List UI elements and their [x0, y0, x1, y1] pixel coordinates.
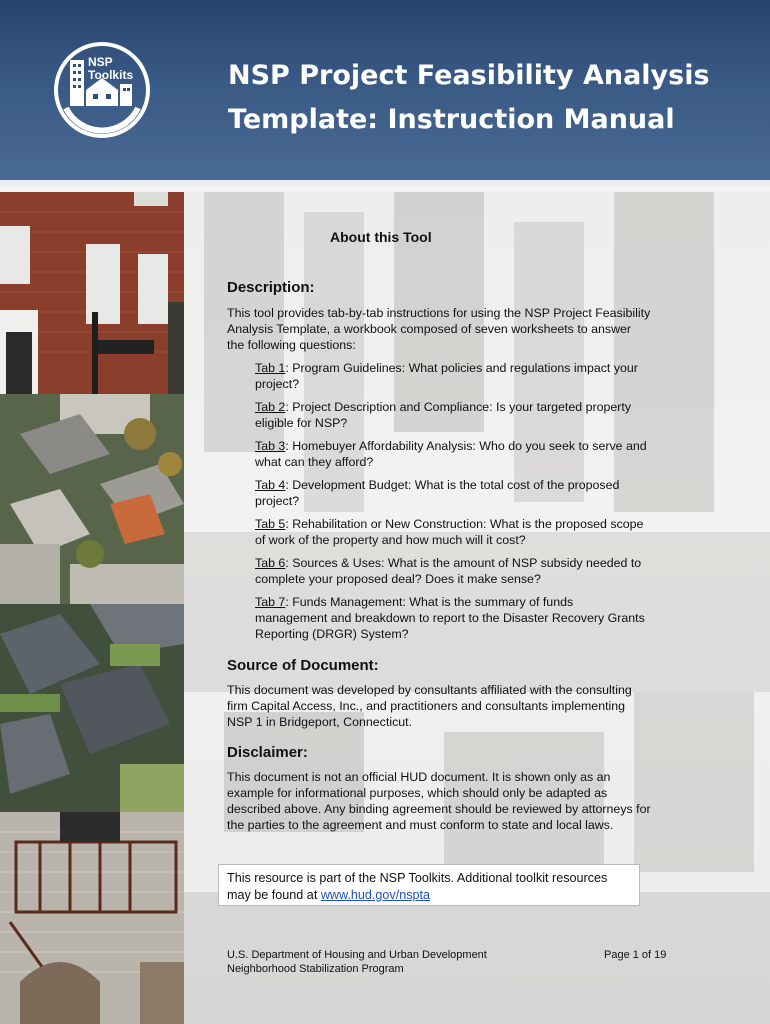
tab-text: Reporting (DRGR) System? — [255, 627, 409, 641]
photo-strip — [0, 192, 184, 1024]
tab-text: : Rehabilitation or New Construction: What is the proposed scope — [285, 517, 644, 531]
logo-text-line1: NSP — [88, 55, 113, 69]
tab-text: project? — [255, 377, 300, 391]
tab-link-1: Tab 1 — [255, 361, 286, 375]
disclaimer-line: This document is not an official HUD document. It is shown only as an — [227, 770, 611, 784]
page-title — [228, 54, 748, 142]
disclaimer-line: example for informational purposes, which should only be adapted as — [227, 786, 608, 800]
source-paragraph — [227, 682, 687, 730]
tab-link-2: Tab 2 — [255, 400, 286, 414]
tab-item-3 — [255, 438, 685, 470]
disclaimer-line: the parties to the agreement and must conform to state and local laws. — [227, 818, 614, 832]
description-intro — [227, 305, 687, 353]
source-line: This document was developed by consultants affiliated with the consulting — [227, 683, 632, 697]
tab-text: what can they afford? — [255, 455, 374, 469]
tab-item-6 — [255, 555, 685, 587]
resource-line: may be found at — [227, 888, 321, 902]
source-line: firm Capital Access, Inc., and practitioners and consultants implementing — [227, 699, 626, 713]
page-title-line2: Template: Instruction Manual — [228, 104, 675, 135]
tab-item-7 — [255, 594, 685, 642]
about-heading: About this Tool — [330, 229, 432, 245]
resource-line: This resource is part of the NSP Toolkits. Additional toolkit resources — [227, 871, 608, 885]
tab-item-5 — [255, 516, 685, 548]
aerial-neighborhood-photo — [0, 394, 184, 604]
tab-item-1 — [255, 360, 685, 392]
tab-item-2 — [255, 399, 685, 431]
description-heading: Description: — [227, 279, 315, 296]
footer-organization — [227, 948, 487, 976]
tab-text: : Funds Management: What is the summary of funds — [285, 595, 574, 609]
header-banner — [0, 0, 770, 186]
disclaimer-line: described above. Any binding agreement should be reviewed by attorneys for — [227, 802, 651, 816]
tab-text: : Program Guidelines: What policies and regulations impact your — [285, 361, 638, 375]
tab-text: project? — [255, 494, 300, 508]
aerial-houses-photo — [0, 604, 184, 812]
tab-text: eligible for NSP? — [255, 416, 348, 430]
tab-text: : Sources & Uses: What is the amount of NSP subsidy needed to — [285, 556, 642, 570]
description-intro-line: This tool provides tab-by-tab instructions for using the NSP Project Feasibility — [227, 306, 651, 320]
tab-link-4: Tab 4 — [255, 478, 286, 492]
logo-text — [88, 56, 133, 82]
tab-text: complete your proposed deal? Does it make sense? — [255, 572, 541, 586]
tab-link-3: Tab 3 — [255, 439, 286, 453]
tab-text: : Homebuyer Affordability Analysis: Who do you seek to serve and — [285, 439, 647, 453]
disclaimer-heading: Disclaimer: — [227, 744, 308, 761]
brick-building-photo — [0, 192, 184, 394]
disclaimer-paragraph — [227, 769, 687, 833]
tab-item-4 — [255, 477, 685, 509]
tab-text: management and breakdown to report to the Disaster Recovery Grants — [255, 611, 645, 625]
source-heading: Source of Document: — [227, 657, 379, 674]
tab-link-7: Tab 7 — [255, 595, 286, 609]
source-line: NSP 1 in Bridgeport, Connecticut. — [227, 715, 413, 729]
tab-text: : Project Description and Compliance: Is your targeted property — [285, 400, 632, 414]
tab-link-6: Tab 6 — [255, 556, 286, 570]
tab-text: of work of the property and how much will it cost? — [255, 533, 526, 547]
tab-link-5: Tab 5 — [255, 517, 286, 531]
footer-line: Neighborhood Stabilization Program — [227, 963, 404, 975]
description-intro-line: the following questions: — [227, 338, 356, 352]
resource-box — [218, 864, 640, 906]
page-title-line1: NSP Project Feasibility Analysis — [228, 60, 710, 91]
fire-escape-balcony-photo — [0, 812, 184, 1024]
footer-line: U.S. Department of Housing and Urban Development — [227, 949, 487, 961]
description-intro-line: Analysis Template, a workbook composed of seven worksheets to answer — [227, 322, 632, 336]
hud-nspta-link[interactable]: www.hud.gov/nspta — [320, 888, 431, 902]
tab-text: : Development Budget: What is the total cost of the proposed — [285, 478, 620, 492]
logo-text-line2: Toolkits — [88, 68, 134, 82]
page-number: Page 1 of 19 — [604, 949, 667, 961]
